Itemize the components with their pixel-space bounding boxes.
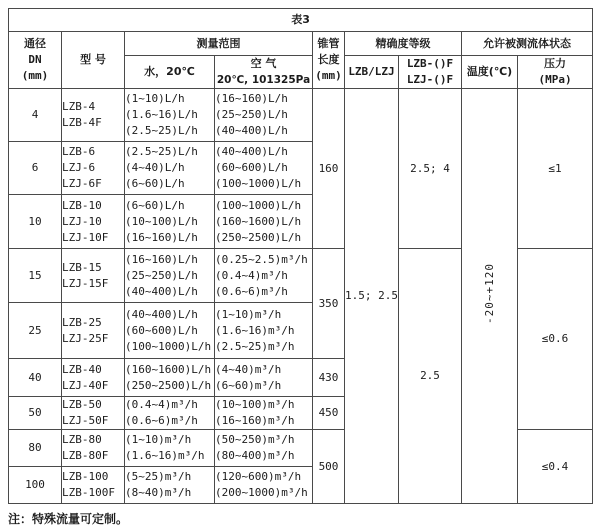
water-range-cell <box>125 467 215 504</box>
water-range-cell <box>125 430 215 467</box>
model-line: LZJ-50F <box>62 414 109 427</box>
range-line: (2.5~25)L/h <box>125 145 198 158</box>
pressure-cell: ≤0.4 <box>518 430 593 504</box>
air-range-cell <box>215 430 313 467</box>
header-line: LZB-()F <box>406 57 454 70</box>
col-header-air <box>215 56 313 89</box>
water-range-cell <box>125 142 215 195</box>
range-line: (40~400)L/h <box>215 145 288 158</box>
col-header-cone-length <box>313 32 345 89</box>
range-line: (8~40)m³/h <box>125 486 192 499</box>
range-line: (60~600)L/h <box>215 161 288 174</box>
range-line: (40~400)L/h <box>125 307 198 321</box>
range-line: (1.6~16)m³/h <box>125 449 205 462</box>
range-line: (10~100)m³/h <box>215 398 295 411</box>
water-range-cell <box>125 249 215 303</box>
range-line: (4~40)L/h <box>125 161 185 174</box>
pressure-cell: ≤0.6 <box>518 249 593 430</box>
air-range-cell <box>215 397 313 430</box>
col-header-fluid-state: 允许被测流体状态 <box>462 32 593 56</box>
air-range-cell <box>215 142 313 195</box>
range-line: (1~10)m³/h <box>215 307 282 321</box>
range-line: (0.4~4)m³/h <box>215 268 288 282</box>
model-line: LZB-80F <box>62 449 109 462</box>
header-line: (MPa) <box>538 73 572 86</box>
dn-cell: 6 <box>9 142 62 195</box>
header-row-1 <box>9 32 593 56</box>
dn-cell: 40 <box>9 359 62 397</box>
accuracy-lzbf-cell: 2.5 <box>399 249 462 504</box>
water-range-cell <box>125 359 215 397</box>
header-line: DN <box>28 53 42 66</box>
model-cell <box>62 89 125 142</box>
air-range-cell <box>215 467 313 504</box>
model-cell <box>62 249 125 303</box>
cone-length-cell: 160 <box>313 89 345 249</box>
cone-length-cell: 430 <box>313 359 345 397</box>
title-row <box>9 9 593 32</box>
water-range-cell <box>125 89 215 142</box>
range-line: (40~400)L/h <box>215 124 288 137</box>
range-line: (1~10)m³/h <box>125 433 192 446</box>
col-header-dn <box>9 32 62 89</box>
range-line: (4~40)m³/h <box>215 362 282 376</box>
range-line: (6~60)L/h <box>125 177 185 190</box>
dn-cell: 10 <box>9 195 62 249</box>
accuracy-lzbf-cell: 2.5; 4 <box>399 89 462 249</box>
header-line: 通径 <box>24 37 46 50</box>
range-line: (16~160)L/h <box>125 252 198 266</box>
spec-table <box>8 8 593 504</box>
table-title: 表3 <box>9 9 593 32</box>
air-range-cell <box>215 249 313 303</box>
water-range-cell <box>125 303 215 359</box>
range-line: (5~25)m³/h <box>125 470 192 483</box>
range-line: (160~1600)L/h <box>215 214 302 228</box>
model-line: LZB-50 <box>62 398 102 411</box>
dn-cell: 4 <box>9 89 62 142</box>
col-header-accuracy: 精确度等级 <box>345 32 462 56</box>
range-line: (80~400)m³/h <box>215 449 295 462</box>
col-header-lzb: LZB/LZJ <box>345 56 399 89</box>
col-header-range: 测量范围 <box>125 32 313 56</box>
range-line: (10~100)L/h <box>125 214 198 228</box>
range-line: (0.4~4)m³/h <box>125 398 198 411</box>
range-line: (16~160)m³/h <box>215 414 295 427</box>
model-line: LZB-6 <box>62 145 96 158</box>
range-line: (0.25~2.5)m³/h <box>215 252 308 266</box>
header-line: LZJ-()F <box>406 73 454 86</box>
model-line: LZJ-10 <box>62 214 102 228</box>
model-line: LZJ-6 <box>62 161 96 174</box>
table-row <box>9 89 593 142</box>
range-line: (60~600)L/h <box>125 323 198 337</box>
temperature-value: -20~+120 <box>482 263 496 324</box>
range-line: (40~400)L/h <box>125 284 198 298</box>
range-line: (2.5~25)L/h <box>125 124 198 137</box>
range-line: (6~60)m³/h <box>215 378 282 392</box>
range-line: (250~2500)L/h <box>125 378 212 392</box>
col-header-temperature: 温度(℃) <box>462 56 518 89</box>
range-line: (16~160)L/h <box>125 230 198 244</box>
model-line: LZJ-15F <box>62 276 109 290</box>
model-line: LZJ-10F <box>62 230 109 244</box>
range-line: (100~1000)L/h <box>215 198 302 212</box>
header-line: 锥管 <box>317 37 340 50</box>
dn-cell: 100 <box>9 467 62 504</box>
range-line: (16~160)L/h <box>215 92 288 105</box>
header-line: (mm) <box>315 69 342 82</box>
range-line: (100~1000)L/h <box>125 339 212 353</box>
col-header-water: 水，20℃ <box>125 56 215 89</box>
water-range-cell <box>125 195 215 249</box>
col-header-lzbf <box>399 56 462 89</box>
model-line: LZB-100F <box>62 486 115 499</box>
cone-length-cell: 450 <box>313 397 345 430</box>
accuracy-lzb-cell: 1.5; 2.5 <box>345 89 399 504</box>
air-range-cell <box>215 89 313 142</box>
model-line: LZJ-6F <box>62 177 102 190</box>
model-line: LZB-15 <box>62 260 102 274</box>
model-cell <box>62 467 125 504</box>
range-line: (160~1600)L/h <box>125 362 212 376</box>
air-range-cell <box>215 195 313 249</box>
model-line: LZB-4 <box>62 100 96 113</box>
dn-cell: 80 <box>9 430 62 467</box>
model-line: LZB-40 <box>62 362 102 376</box>
header-line: 压力 <box>544 57 567 70</box>
header-line: 20℃, 101325Pa <box>216 74 311 86</box>
range-line: (120~600)m³/h <box>215 470 302 483</box>
range-line: (6~60)L/h <box>125 198 185 212</box>
header-line: 空 气 <box>250 57 277 70</box>
temperature-cell <box>462 89 518 504</box>
model-line: LZB-100 <box>62 470 109 483</box>
model-cell <box>62 142 125 195</box>
range-line: (0.6~6)m³/h <box>125 414 198 427</box>
range-line: (1.6~16)m³/h <box>215 323 295 337</box>
model-cell <box>62 195 125 249</box>
model-line: LZB-4F <box>62 116 102 129</box>
model-cell <box>62 397 125 430</box>
model-cell <box>62 303 125 359</box>
range-line: (0.6~6)m³/h <box>215 284 288 298</box>
water-range-cell <box>125 397 215 430</box>
footnote: 注：特殊流量可定制。 <box>8 512 129 526</box>
range-line: (100~1000)L/h <box>215 177 302 190</box>
range-line: (25~250)L/h <box>125 268 198 282</box>
range-line: (1.6~16)L/h <box>125 108 198 121</box>
model-cell <box>62 359 125 397</box>
range-line: (25~250)L/h <box>215 108 288 121</box>
range-line: (50~250)m³/h <box>215 433 295 446</box>
pressure-cell: ≤1 <box>518 89 593 249</box>
cone-length-cell: 500 <box>313 430 345 504</box>
dn-cell: 25 <box>9 303 62 359</box>
model-line: LZB-80 <box>62 433 102 446</box>
col-header-model: 型 号 <box>62 32 125 89</box>
col-header-pressure <box>518 56 593 89</box>
model-line: LZB-10 <box>62 198 102 212</box>
model-line: LZB-25 <box>62 315 102 329</box>
range-line: (1~10)L/h <box>125 92 185 105</box>
cone-length-cell: 350 <box>313 249 345 359</box>
range-line: (2.5~25)m³/h <box>215 339 295 353</box>
air-range-cell <box>215 359 313 397</box>
model-line: LZJ-40F <box>62 378 109 392</box>
header-line: (mm) <box>21 69 49 82</box>
model-cell <box>62 430 125 467</box>
header-line: 长度 <box>317 53 340 66</box>
air-range-cell <box>215 303 313 359</box>
range-line: (200~1000)m³/h <box>215 486 308 499</box>
dn-cell: 50 <box>9 397 62 430</box>
model-line: LZJ-25F <box>62 331 109 345</box>
range-line: (250~2500)L/h <box>215 230 302 244</box>
dn-cell: 15 <box>9 249 62 303</box>
